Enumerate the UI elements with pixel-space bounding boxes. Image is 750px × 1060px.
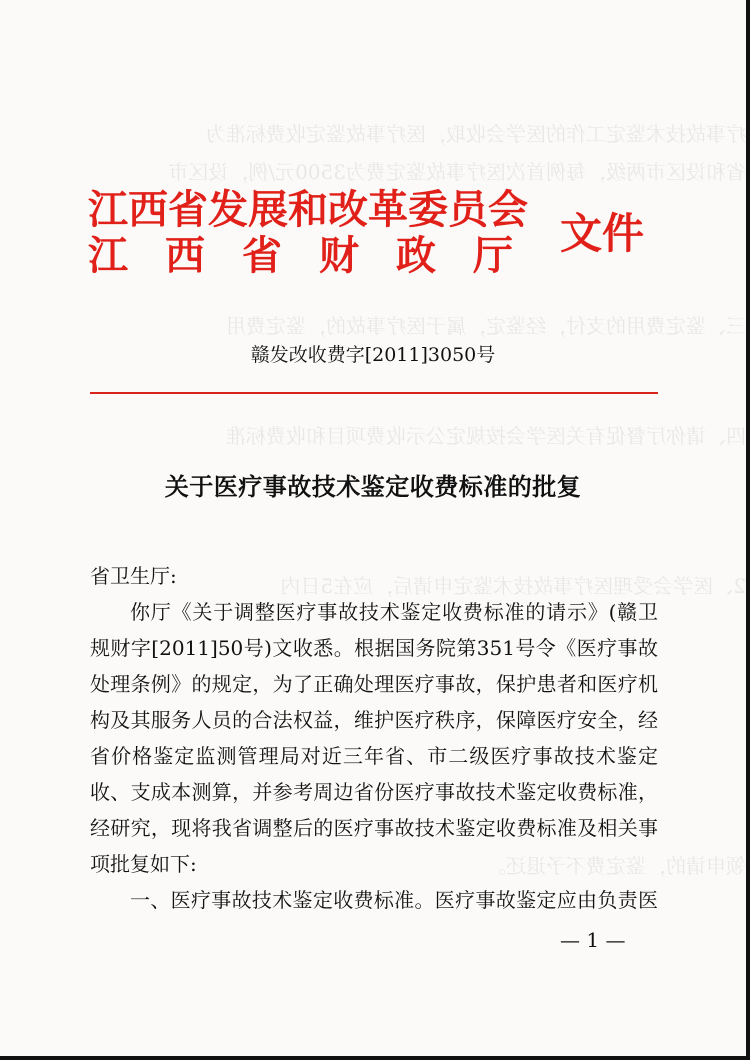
body-line: 你厅《关于调整医疗事故技术鉴定收费标准的请示》(赣卫 (130, 600, 658, 624)
document-header (88, 188, 688, 288)
page-number: — 1 — (560, 928, 626, 952)
body-line: 经研究，现将我省调整后的医疗事故技术鉴定收费标准及相关事 (90, 816, 658, 840)
body-line: 收、支成本测算，并参考周边省份医疗事故技术鉴定收费标准， (90, 780, 658, 804)
show-through-text: 疗事故技术鉴定工作的医学会收取，医疗事故鉴定收费标准为 (206, 122, 746, 146)
show-through-text: 四、请你厅督促有关医学会按规定公示收费项目和收费标准 (226, 424, 746, 448)
document-type-label: 文件 (560, 209, 645, 258)
red-divider (90, 392, 658, 394)
issuer-line-1: 江西省发展和改革委员会 (88, 186, 528, 233)
body-text (90, 594, 658, 918)
body-line: 项批复如下: (90, 852, 197, 876)
show-through-text: 省和设区市两级，每例首次医疗事故鉴定费为3500元/例，设区市 (168, 160, 746, 184)
body-line: 省价格鉴定监测管理局对近三年省、市二级医疗事故技术鉴定 (90, 744, 658, 768)
document-number: 赣发改收费字[2011]3050号 (250, 344, 496, 366)
body-line: 规财字[2011]50号)文收悉。根据国务院第351号令《医疗事故 (90, 636, 658, 660)
show-through-text: 三、鉴定费用的支付，经鉴定，属于医疗事故的，鉴定费用 (226, 314, 746, 338)
recipient: 省卫生厅: (90, 564, 177, 588)
show-through-text: 2、医学会受理医疗事故技术鉴定申请后，应在5日内 (280, 574, 746, 598)
issuer-line-2: 江西省财政厅 (88, 232, 550, 279)
show-through-text: 领申请的，鉴定费不予退还。 (486, 854, 746, 878)
body-line: 一、医疗事故技术鉴定收费标准。医疗事故鉴定应由负责医 (130, 888, 658, 912)
body-line: 构及其服务人员的合法权益，维护医疗秩序，保障医疗安全，经 (90, 708, 658, 732)
body-line: 处理条例》的规定，为了正确处理医疗事故，保护患者和医疗机 (90, 672, 658, 696)
document-title: 关于医疗事故技术鉴定收费标准的批复 (164, 472, 582, 501)
